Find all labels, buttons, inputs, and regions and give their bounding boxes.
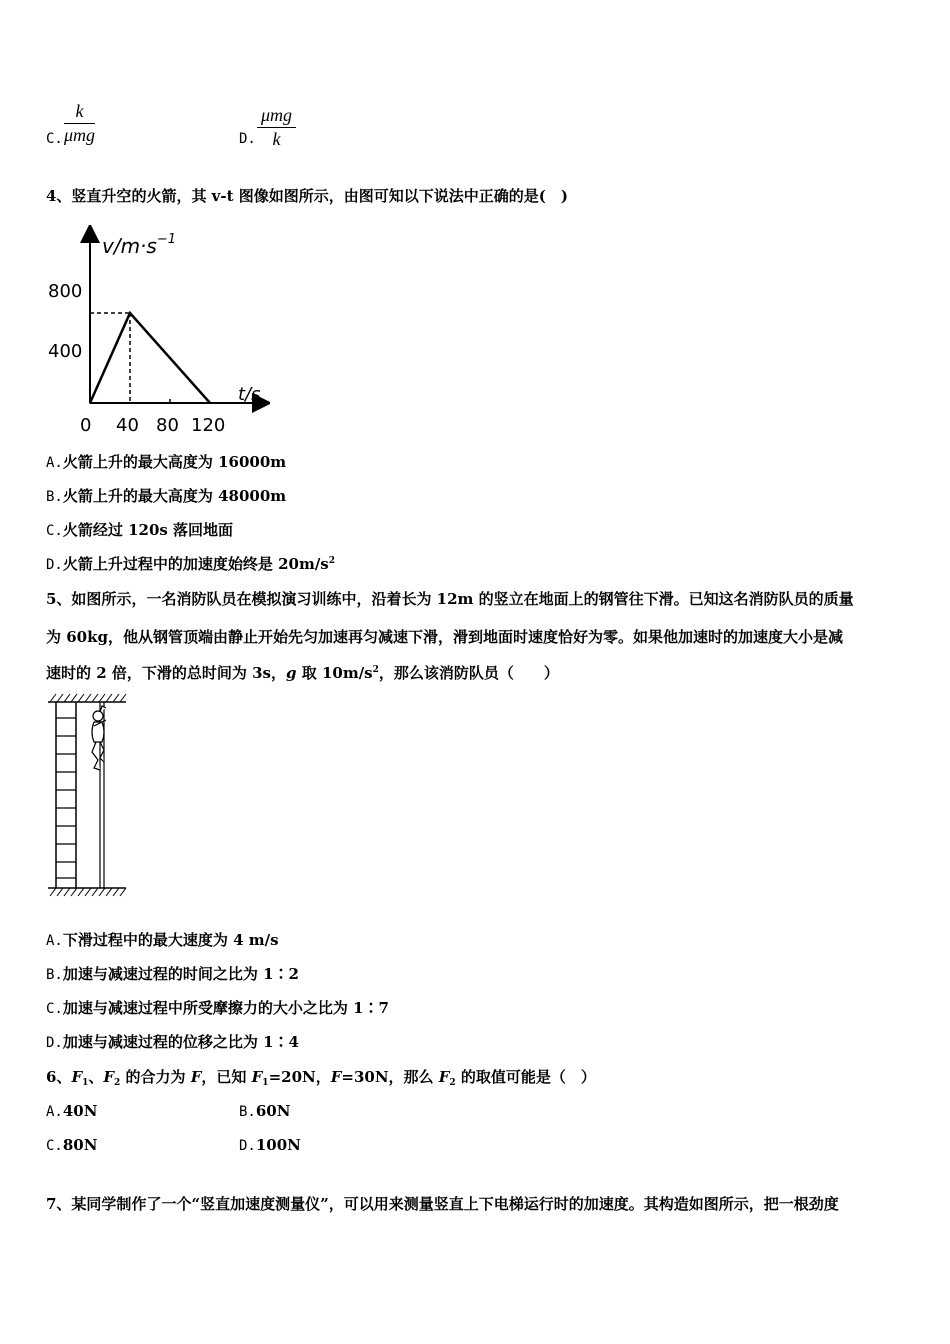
q4-option-c xyxy=(46,520,233,541)
vt-data-point xyxy=(209,402,211,404)
q5-option-c-text: 加速与减速过程中所受摩擦力的大小之比为 1∶7 xyxy=(62,999,389,1017)
vt-data-point xyxy=(89,402,91,404)
y-tick-400: 400 xyxy=(48,341,83,362)
q4-option-b-letter: B. xyxy=(46,489,63,505)
q6-option-d-letter: D. xyxy=(239,1138,256,1154)
q5-stem-line3 xyxy=(46,663,559,683)
q6-f2-b-sub: 2 xyxy=(449,1078,456,1088)
q6-f-b: F xyxy=(330,1068,342,1086)
q4-option-c-text: 火箭经过 120s 落回地面 xyxy=(62,521,234,539)
x-tick-0: 0 xyxy=(80,415,92,436)
q6-option-d-text: 100N xyxy=(255,1136,301,1154)
q5-stem-g: g xyxy=(286,664,297,682)
q5-firefighter-figure xyxy=(44,690,134,900)
q3-option-c-fraction xyxy=(64,100,95,146)
q6-t3: =20N， xyxy=(268,1068,331,1086)
q7-stem: 7、某同学制作了一个“竖直加速度测量仪”，可以用来测量竖直上下电梯运行时的加速度。其构造如图所示，把一根劲度 xyxy=(46,1195,839,1213)
q5-option-b xyxy=(46,964,299,985)
q4-option-d xyxy=(46,554,335,575)
q6-f2: F xyxy=(103,1068,115,1086)
q5-option-d-text: 加速与减速过程的位移之比为 1∶4 xyxy=(62,1033,299,1051)
q4-option-b xyxy=(46,486,286,507)
q3-option-d xyxy=(239,128,256,149)
q3-option-d-letter: D. xyxy=(239,131,256,147)
q5-stem-line3-c: ，那么该消防队员（ ） xyxy=(378,664,559,682)
q4-option-a-letter: A. xyxy=(46,455,63,471)
q4-option-d-text: 火箭上升过程中的加速度始终是 20m/s xyxy=(62,555,329,573)
q6-f2-b: F xyxy=(438,1068,450,1086)
q3-option-c-letter: C. xyxy=(46,131,63,147)
q6-f1-sub: 1 xyxy=(82,1078,89,1088)
q5-option-d xyxy=(46,1032,299,1053)
q4-option-d-sup: 2 xyxy=(328,556,336,566)
q5-option-a-text: 下滑过程中的最大速度为 4 m/s xyxy=(62,931,279,949)
y-tick-800: 800 xyxy=(48,281,83,302)
q5-stem-line3-a: 速时的 2 倍，下滑的总时间为 3s， xyxy=(46,664,286,682)
q6-option-a xyxy=(46,1101,97,1122)
q4-option-d-letter: D. xyxy=(46,557,63,573)
q6-f1-b-sub: 1 xyxy=(262,1078,269,1088)
q6-option-a-text: 40N xyxy=(62,1102,98,1120)
q4-stem: 4、竖直升空的火箭，其 v-t 图像如图所示，由图可知以下说法中正确的是( ) xyxy=(46,187,568,205)
q4-option-b-text: 火箭上升的最大高度为 48000m xyxy=(62,487,287,505)
q5-option-a-letter: A. xyxy=(46,933,63,949)
q6-t4: =30N，那么 xyxy=(341,1068,439,1086)
q6-f: F xyxy=(190,1068,202,1086)
x-tick-120: 120 xyxy=(191,415,226,436)
x-tick-40: 40 xyxy=(116,415,139,436)
q6-t5: 的取值可能是（ ） xyxy=(455,1068,596,1086)
q5-stem-line1: 5、如图所示，一名消防队员在模拟演习训练中，沿着长为 12m 的竖立在地面上的钢管往下滑。已知这名消防队员的质量 xyxy=(46,590,854,608)
q3-option-d-numerator: μmg xyxy=(257,104,296,128)
y-axis-label: $v/m\cdot s^{-1}$ xyxy=(102,232,177,258)
q6-option-d xyxy=(239,1135,301,1156)
q4-vt-graph xyxy=(40,225,270,440)
vt-data-point xyxy=(129,312,131,314)
q6-option-c-text: 80N xyxy=(62,1136,98,1154)
q6-f1-b: F xyxy=(251,1068,263,1086)
q4-option-a-text: 火箭上升的最大高度为 16000m xyxy=(62,453,287,471)
q6-t1: 的合力为 xyxy=(120,1068,191,1086)
q6-option-b-letter: B. xyxy=(239,1104,256,1120)
q6-f2-sub: 2 xyxy=(114,1078,121,1088)
q5-option-b-text: 加速与减速过程的时间之比为 1∶2 xyxy=(62,965,299,983)
x-tick-80: 80 xyxy=(156,415,179,436)
q5-option-b-letter: B. xyxy=(46,967,63,983)
q5-stem-line2: 为 60kg，他从钢管顶端由静止开始先匀加速再匀减速下滑，滑到地面时速度恰好为零。如果他加速时的加速度大小是减 xyxy=(46,628,843,646)
q4-option-a xyxy=(46,452,286,473)
vt-series-line xyxy=(90,313,210,403)
q3-option-d-fraction xyxy=(257,104,296,150)
x-axis-label: t/s xyxy=(238,384,261,405)
q5-option-c-letter: C. xyxy=(46,1001,63,1017)
q5-stem-line3-b: 取 10m/s xyxy=(296,664,373,682)
q6-t2: ，已知 xyxy=(201,1068,252,1086)
q6-option-c-letter: C. xyxy=(46,1138,63,1154)
q6-option-b xyxy=(239,1101,290,1122)
q3-option-c-denominator: μmg xyxy=(64,125,96,145)
q5-option-d-letter: D. xyxy=(46,1035,63,1051)
q3-option-c xyxy=(46,128,63,149)
q6-stem xyxy=(46,1067,596,1087)
q5-option-a xyxy=(46,930,279,951)
q4-option-c-letter: C. xyxy=(46,523,63,539)
q5-stem-sup: 2 xyxy=(372,665,379,675)
q6-option-c xyxy=(46,1135,97,1156)
q6-option-a-letter: A. xyxy=(46,1104,63,1120)
q6-option-b-text: 60N xyxy=(255,1102,291,1120)
q3-option-c-numerator: k xyxy=(64,100,95,124)
q5-option-c xyxy=(46,998,389,1019)
q3-option-d-denominator: k xyxy=(272,129,281,149)
q6-prefix: 6、 xyxy=(46,1068,72,1086)
q6-sep: 、 xyxy=(88,1068,104,1086)
q6-f1: F xyxy=(71,1068,83,1086)
